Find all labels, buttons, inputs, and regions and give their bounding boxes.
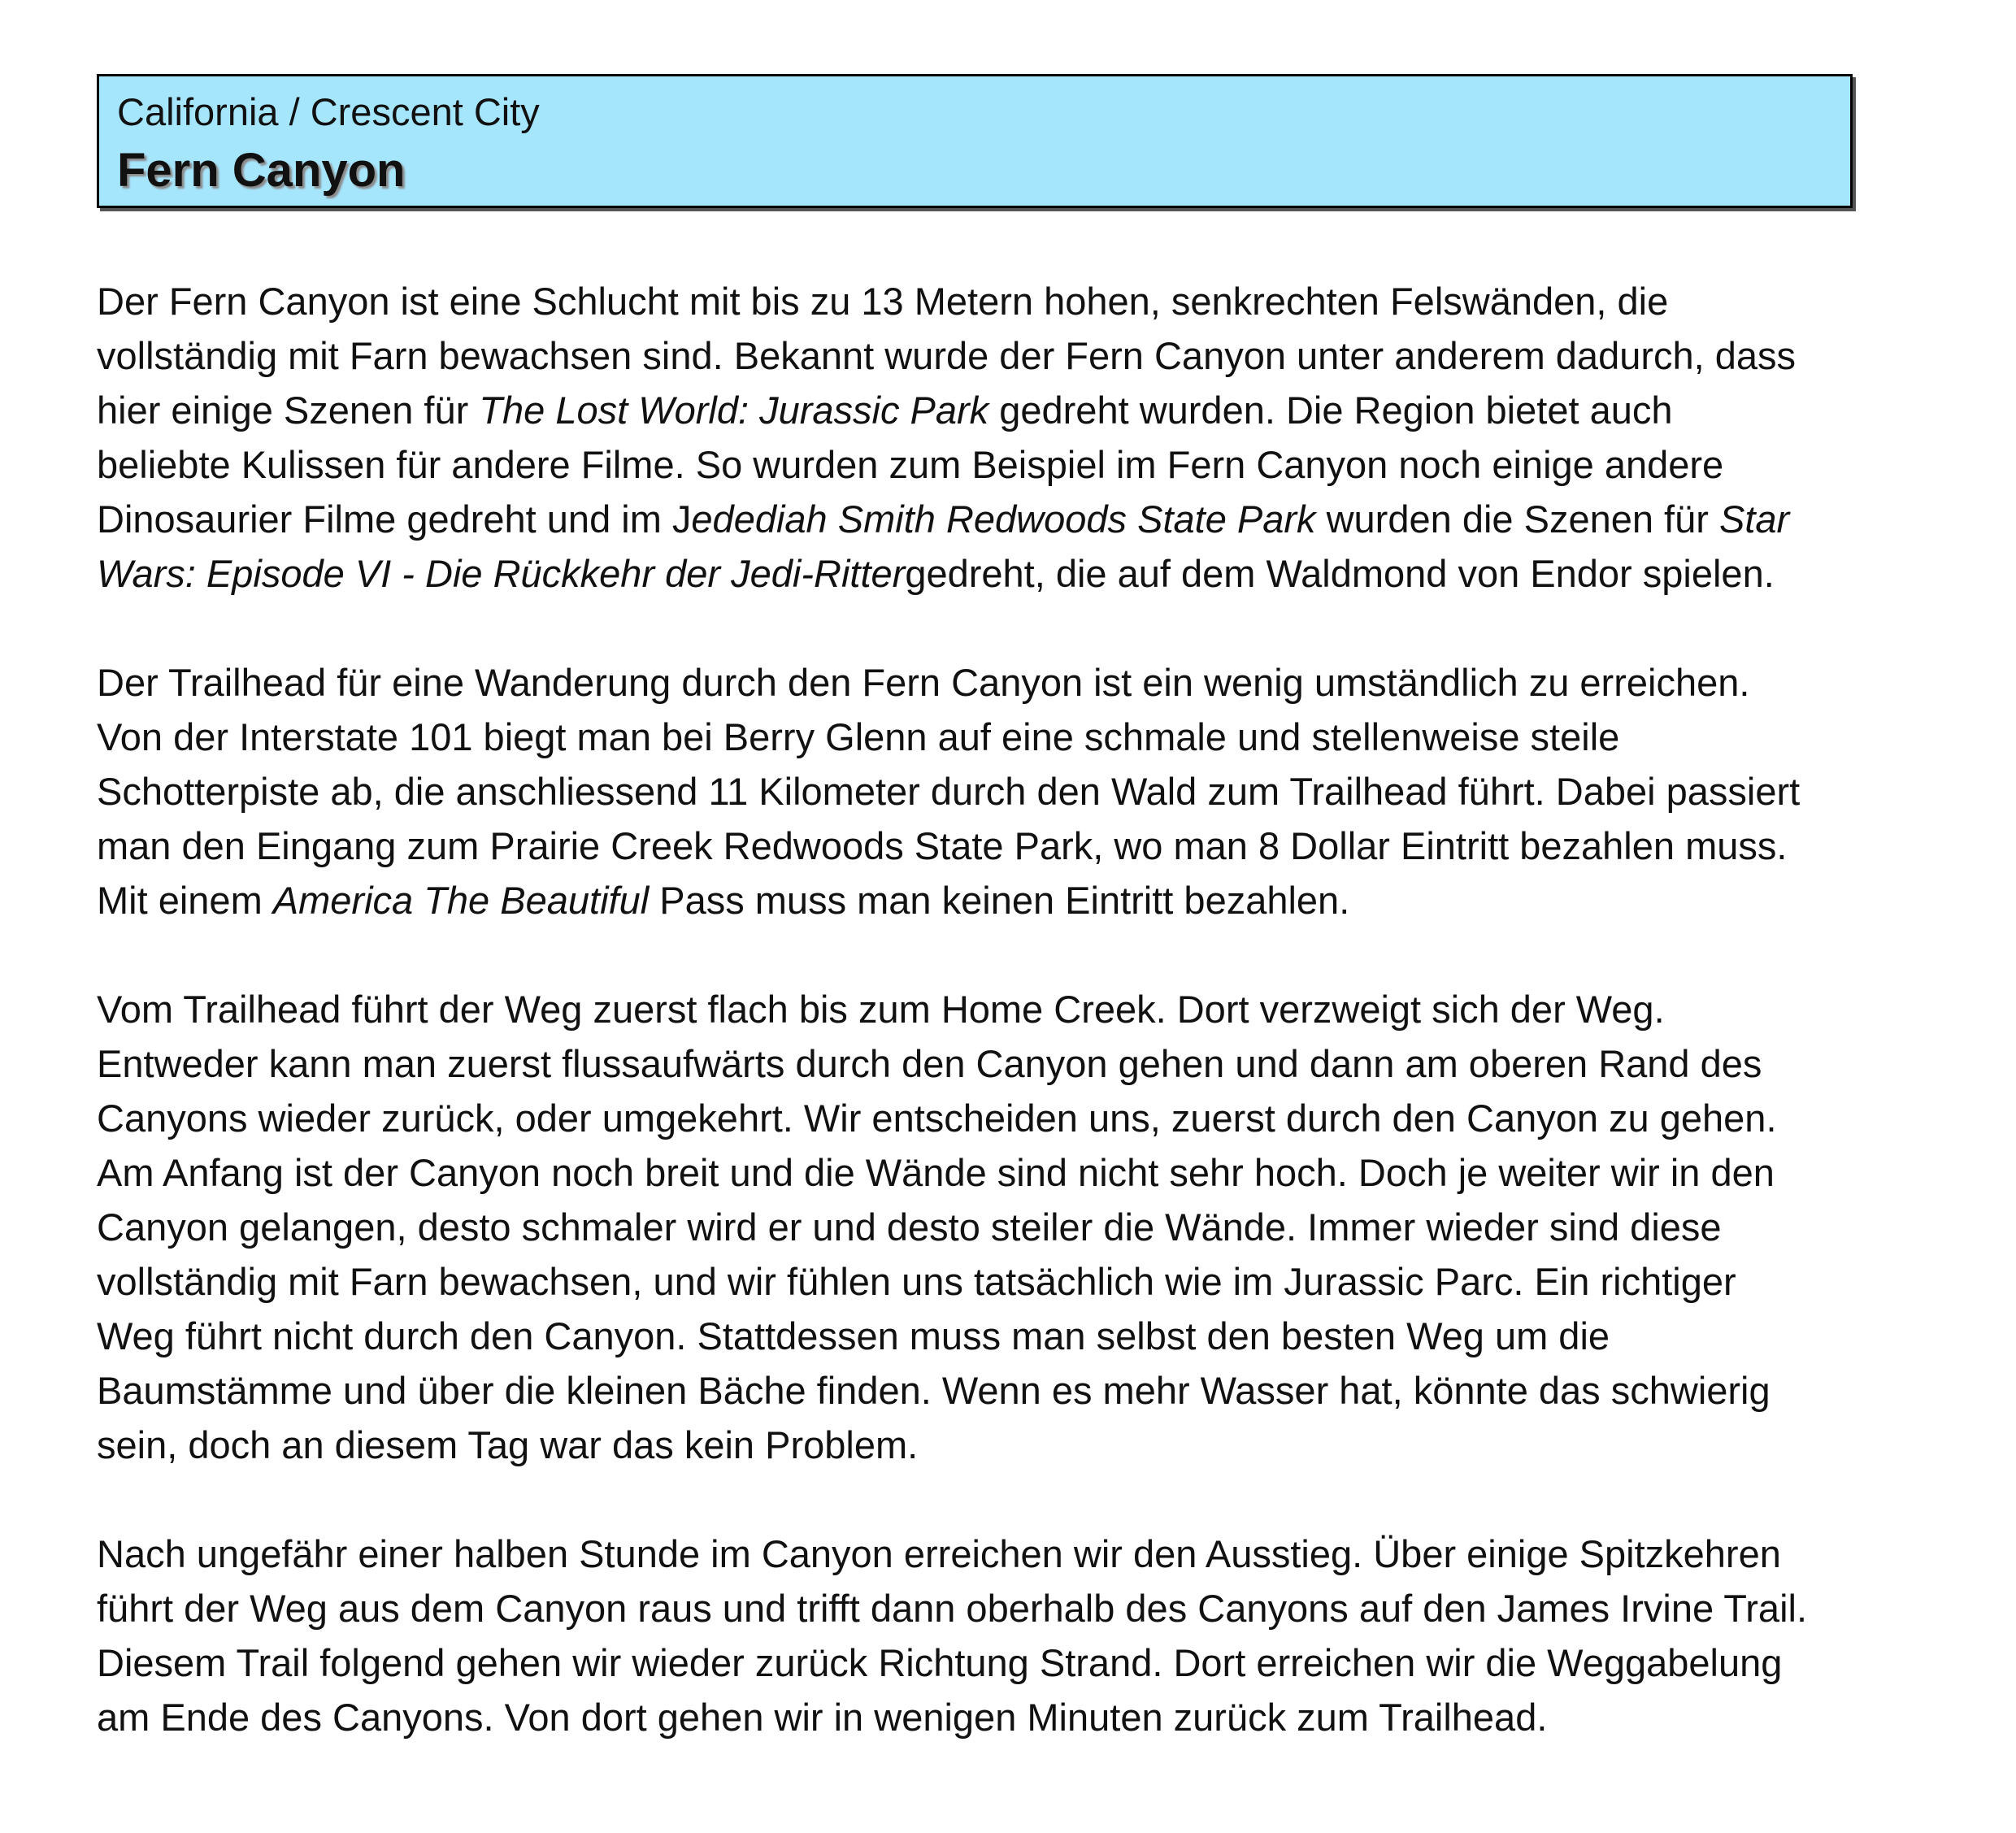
text-line: [97, 1690, 1934, 1744]
text-run: Dinosaurier Filme gedreht und im J: [97, 497, 692, 541]
text-line: [97, 655, 1934, 710]
text-run: gedreht, die auf dem Waldmond von Endor spielen.: [905, 552, 1775, 595]
text-line: [97, 328, 1934, 383]
park-name: edediah Smith Redwoods State Park: [691, 497, 1316, 541]
text-line: [97, 1418, 1934, 1472]
text-run: Der Trailhead für eine Wanderung durch den Fern Canyon ist ein wenig umständlich zu erreichen.: [97, 661, 1750, 704]
text-line: [97, 1145, 1934, 1200]
text-run: Entweder kann man zuerst flussaufwärts durch den Canyon gehen und dann am oberen Rand des: [97, 1042, 1762, 1085]
text-line: [97, 492, 1934, 546]
text-line: [97, 546, 1934, 601]
text-run: Weg führt nicht durch den Canyon. Stattdessen muss man selbst den besten Weg um die: [97, 1314, 1610, 1357]
film-title: Wars: Episode VI - Die Rückkehr der Jedi-Ritter: [97, 552, 906, 595]
text-line: [97, 1363, 1934, 1418]
text-run: gedreht wurden. Die Region bietet auch: [988, 389, 1673, 432]
paragraph: [97, 274, 1934, 601]
text-run: Canyons wieder zurück, oder umgekehrt. Wir entscheiden uns, zuerst durch den Canyon zu gehen.: [97, 1097, 1777, 1140]
text-line: [97, 1254, 1934, 1309]
text-run: Vom Trailhead führt der Weg zuerst flach bis zum Home Creek. Dort verzweigt sich der Weg.: [97, 988, 1665, 1031]
text-run: führt der Weg aus dem Canyon raus und trifft dann oberhalb des Canyons auf den James Irvine Trail.: [97, 1587, 1808, 1630]
text-run: Mit einem: [97, 879, 273, 922]
text-line: [97, 383, 1934, 437]
text-run: Am Anfang ist der Canyon noch breit und die Wände sind nicht sehr hoch. Doch je weiter wir in den: [97, 1151, 1775, 1194]
text-run: man den Eingang zum Prairie Creek Redwoods State Park, wo man 8 Dollar Eintritt bezahlen muss.: [97, 824, 1788, 867]
text-line: [97, 1200, 1934, 1254]
film-title: The Lost World: Jurassic Park: [479, 389, 989, 432]
text-run: beliebte Kulissen für andere Filme. So wurden zum Beispiel im Fern Canyon noch einige andere: [97, 443, 1724, 486]
text-line: [97, 873, 1934, 927]
text-line: [97, 1036, 1934, 1091]
text-line: [97, 819, 1934, 873]
text-run: Canyon gelangen, desto schmaler wird er und desto steiler die Wände. Immer wieder sind diese: [97, 1205, 1722, 1249]
text-run: Schotterpiste ab, die anschliessend 11 Kilometer durch den Wald zum Trailhead führt. Dabei passiert: [97, 770, 1801, 813]
paragraph: [97, 982, 1934, 1472]
text-line: [97, 1091, 1934, 1145]
text-line: [97, 1309, 1934, 1363]
film-title: Star: [1718, 497, 1790, 541]
location-breadcrumb: California / Crescent City: [117, 90, 540, 133]
pass-name: America The Beautiful: [272, 879, 650, 922]
text-run: Von der Interstate 101 biegt man bei Berry Glenn auf eine schmale und stellenweise steile: [97, 715, 1620, 758]
paragraph: [97, 655, 1934, 927]
text-run: vollständig mit Farn bewachsen sind. Bekannt wurde der Fern Canyon unter anderem dadurch, dass: [97, 334, 1797, 377]
text-line: [97, 1635, 1934, 1690]
text-run: am Ende des Canyons. Von dort gehen wir in wenigen Minuten zurück zum Trailhead.: [97, 1696, 1548, 1739]
text-line: [97, 274, 1934, 328]
text-run: Der Fern Canyon ist eine Schlucht mit bis zu 13 Metern hohen, senkrechten Felswänden, die: [97, 280, 1669, 323]
text-line: [97, 982, 1934, 1036]
text-run: hier einige Szenen für: [97, 389, 480, 432]
page-title: Fern Canyon: [117, 144, 406, 197]
paragraph: [97, 1527, 1934, 1744]
text-line: [97, 710, 1934, 764]
text-run: sein, doch an diesem Tag war das kein Problem.: [97, 1423, 919, 1466]
header-box: [97, 74, 1853, 208]
text-line: [97, 437, 1934, 492]
article-body: [97, 274, 1934, 1799]
text-run: Diesem Trail folgend gehen wir wieder zurück Richtung Strand. Dort erreichen wir die Weggabelung: [97, 1641, 1783, 1684]
text-run: Nach ungefähr einer halben Stunde im Canyon erreichen wir den Ausstieg. Über einige Spitzkehren: [97, 1532, 1781, 1575]
text-line: [97, 764, 1934, 819]
text-line: [97, 1581, 1934, 1635]
text-run: wurden die Szenen für: [1315, 497, 1719, 541]
text-run: Pass muss man keinen Eintritt bezahlen.: [649, 879, 1350, 922]
text-run: Baumstämme und über die kleinen Bäche finden. Wenn es mehr Wasser hat, könnte das schwierig: [97, 1369, 1771, 1412]
text-line: [97, 1527, 1934, 1581]
text-run: vollständig mit Farn bewachsen, und wir fühlen uns tatsächlich wie im Jurassic Parc. Ein richtiger: [97, 1260, 1736, 1303]
